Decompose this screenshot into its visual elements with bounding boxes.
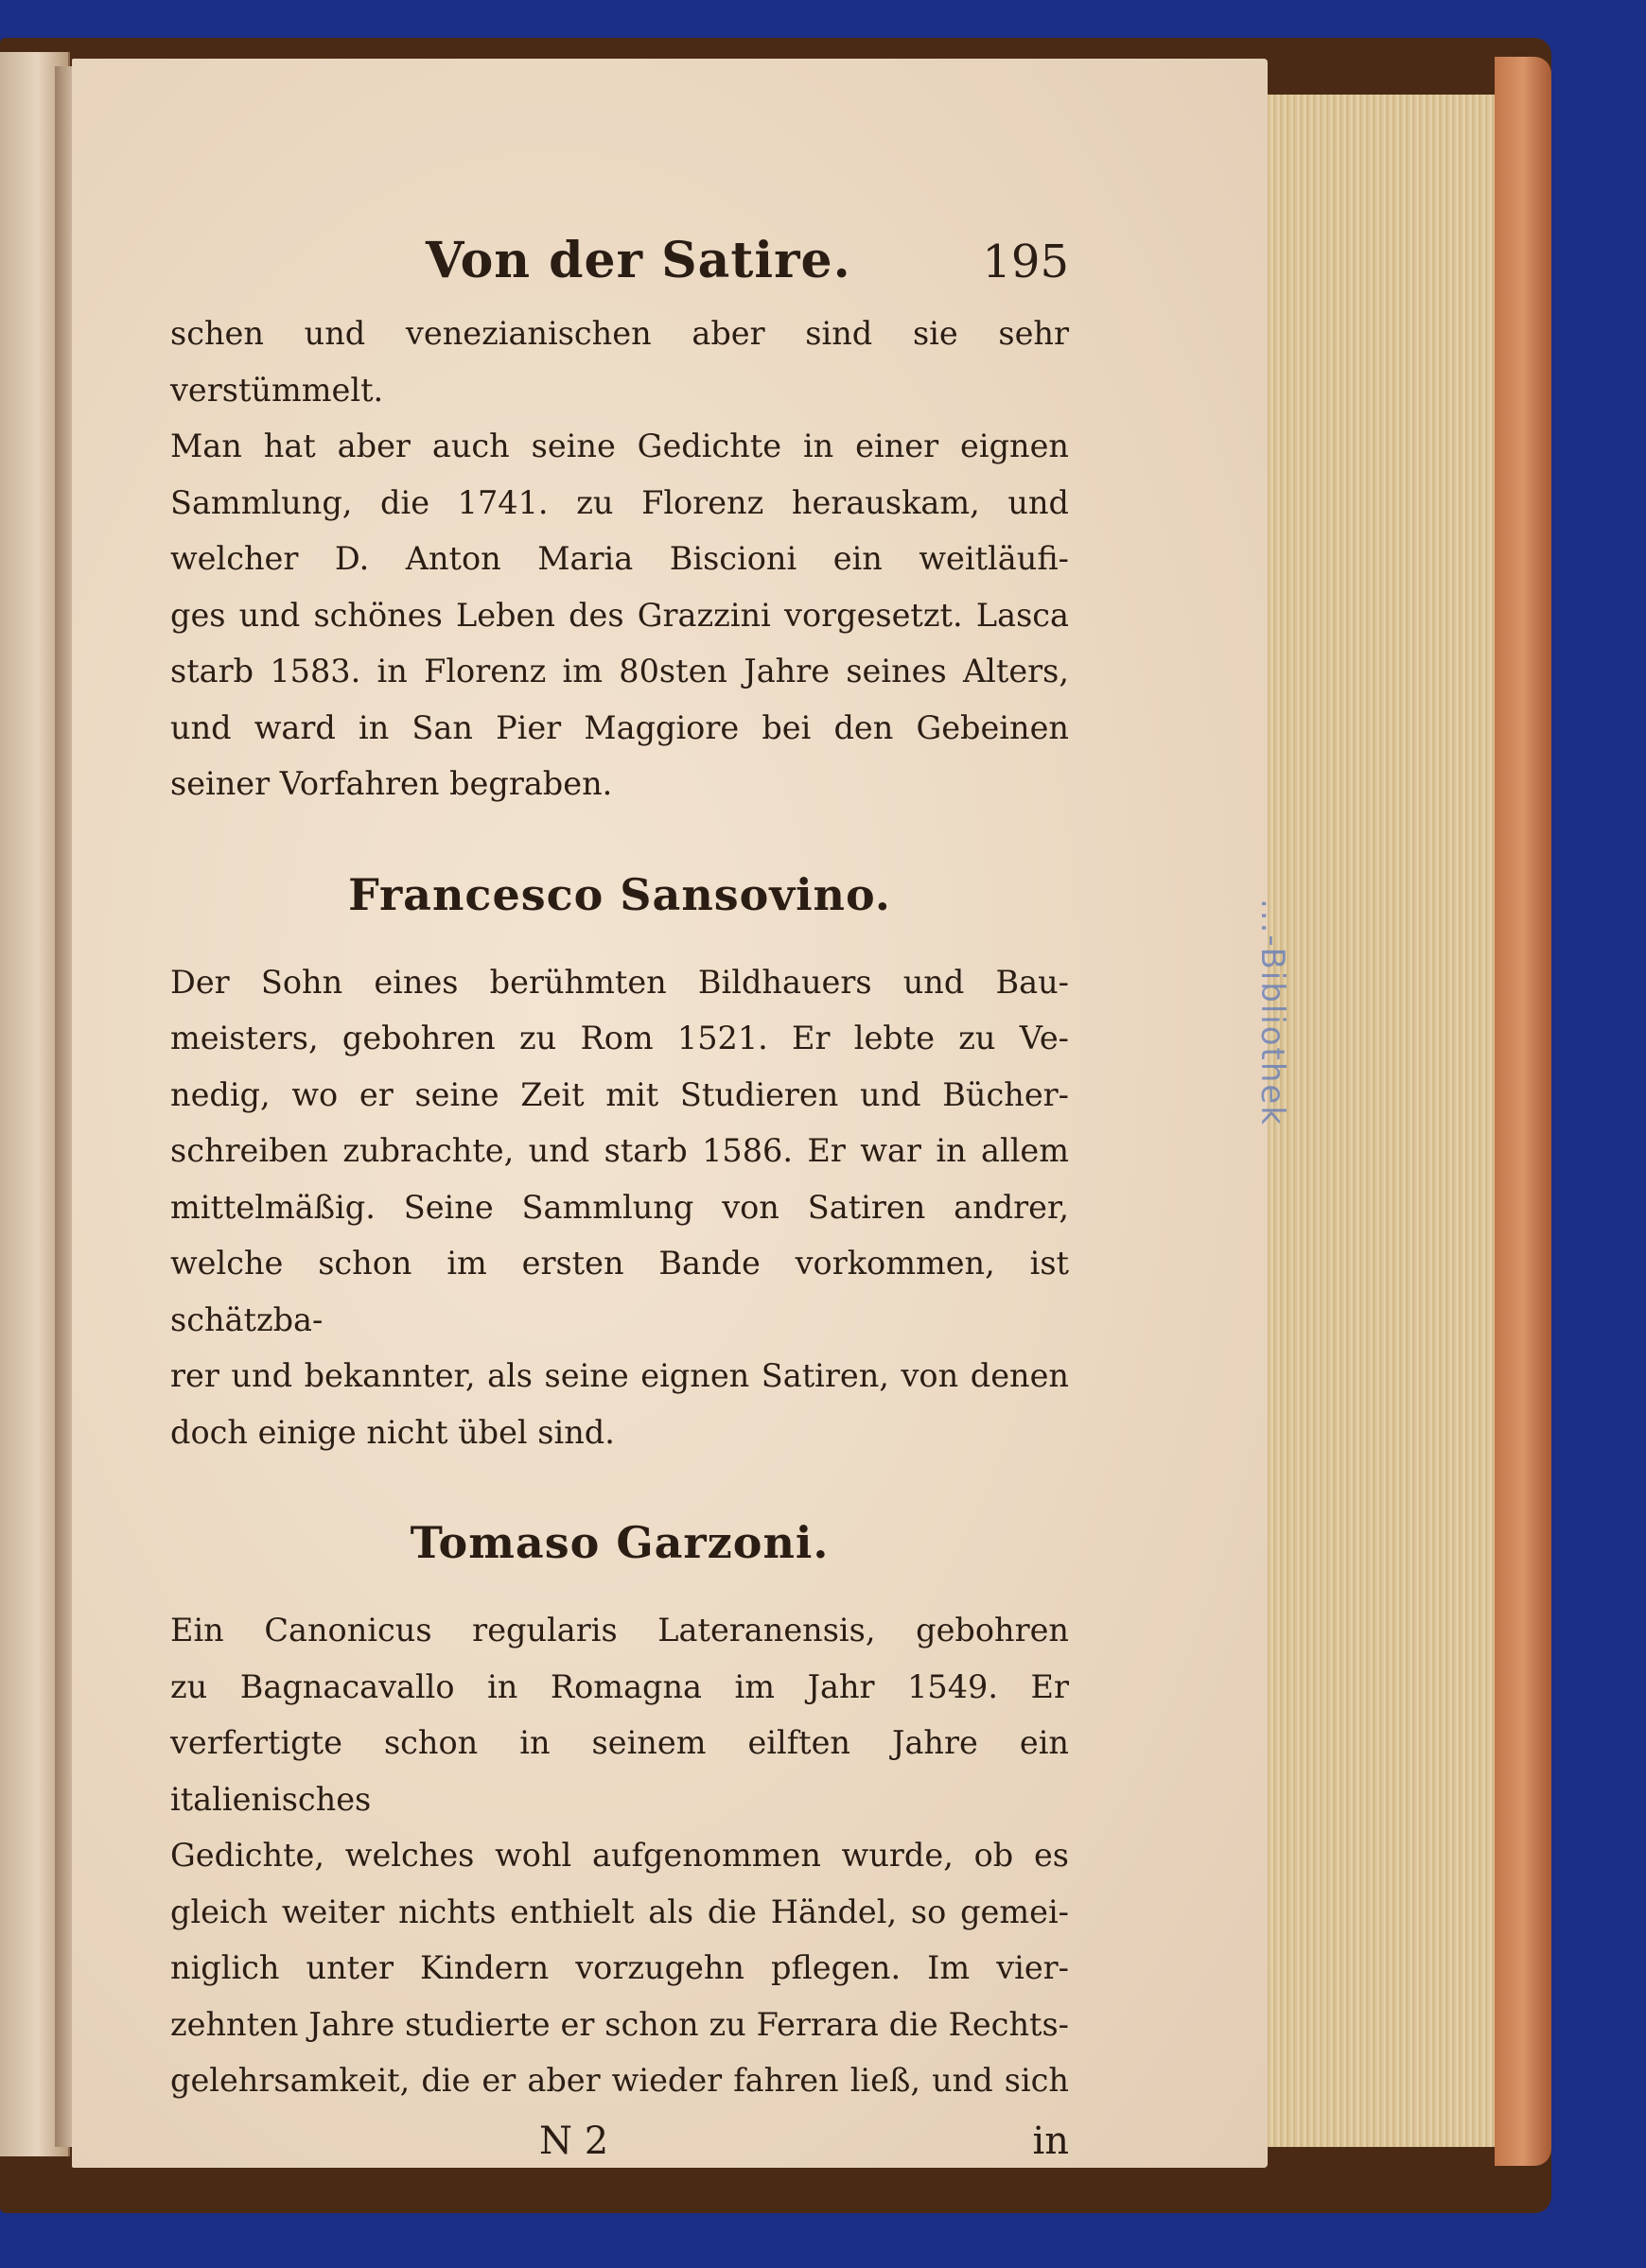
text-line: meisters, gebohren zu Rom 1521. Er lebte zu Ve- [170,1020,1069,1056]
text-line: doch einige nicht übel sind. [170,1413,615,1451]
text-line: welcher D. Anton Maria Biscioni ein weitläufi- [170,540,1069,577]
text-line: schen und venezianischen aber sind sie sehr verstümmelt. [170,315,1069,409]
paragraph-garzoni [170,1602,1069,2109]
text-line: Ein Canonicus regularis Lateranensis, gebohren [170,1612,1069,1649]
paragraph-sansovino [170,954,1069,1461]
text-line: Der Sohn eines berühmten Bildhauers und Bau- [170,963,1069,1001]
text-line: verfertigte schon in seinem eilften Jahre ein italienisches [170,1724,1069,1818]
cover-edge [1495,57,1551,2166]
page-header [426,232,1069,298]
signature-mark: N 2 [539,2119,609,2163]
text-line: ges und schönes Leben des Grazzini vorgesetzt. Lasca [170,596,1069,634]
text-line: welche schon im ersten Bande vorkommen, ist schätzba- [170,1245,1069,1338]
text-line: zu Bagnacavallo in Romagna im Jahr 1549. Er [170,1667,1069,1705]
text-line: nedig, wo er seine Zeit mit Studieren und Bücher- [170,1075,1069,1113]
text-line: und ward in San Pier Maggiore bei den Gebeinen [170,708,1069,746]
text-line: starb 1583. in Florenz im 80sten Jahre seines Alters, [170,653,1069,689]
text-line: seiner Vorfahren begraben. [170,765,613,802]
text-line: Gedichte, welches wohl aufgenommen wurde, ob es [170,1837,1069,1874]
section-title-sansovino: Francesco Sansovino. [348,868,891,920]
text-line: schreiben zubrachte, und starb 1586. Er war in allem [170,1132,1069,1169]
library-stamp: ...-Bibliothek [1253,898,1291,1127]
page-number: 195 [982,236,1069,288]
text-line: gleich weiter nichts enthielt als die Händel, so gemei- [170,1893,1069,1930]
text-line: zehnten Jahre studierte er schon zu Ferrara die Rechts- [170,2005,1069,2043]
text-line: niglich unter Kindern vorzugehn pflegen. Im vier- [170,1949,1069,1986]
section-title-garzoni: Tomaso Garzoni. [410,1517,830,1568]
page-edges [1263,95,1509,2147]
page-footer [170,2113,1069,2170]
text-line: Man hat aber auch seine Gedichte in einer eignen [170,427,1069,464]
text-line: rer und bekannter, als seine eignen Satiren, von denen [170,1357,1069,1394]
text-line: Sammlung, die 1741. zu Florenz herauskam, und [170,483,1069,521]
text-line: gelehrsamkeit, die er aber wieder fahren ließ, und sich [170,2062,1069,2099]
page-text [170,232,1069,2170]
text-line: mittelmäßig. Seine Sammlung von Satiren andrer, [170,1188,1069,1226]
paragraph-1 [170,305,1069,812]
catchword: in [1032,2119,1069,2163]
running-title: Von der Satire. [426,232,851,289]
